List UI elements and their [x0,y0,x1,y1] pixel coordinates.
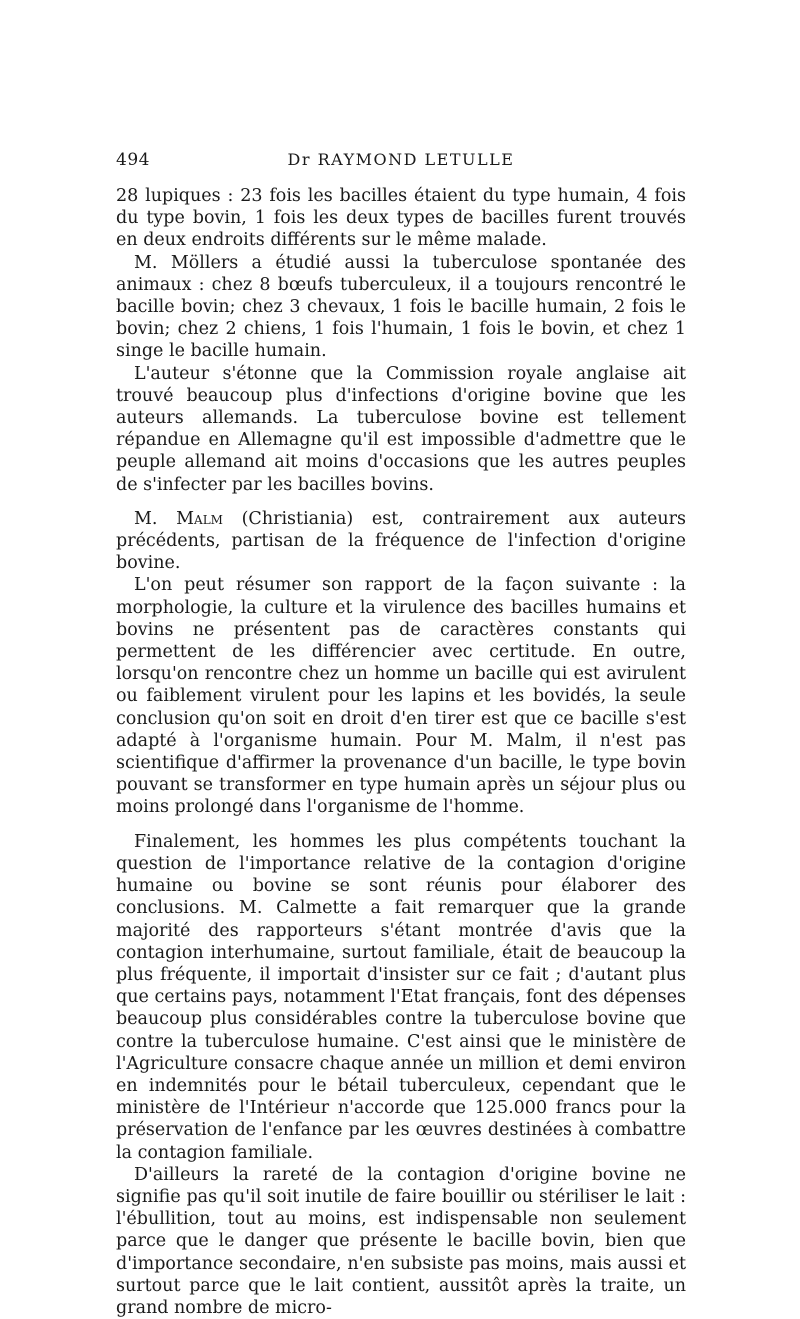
paragraph-malm [116,508,686,575]
paragraph-mollers: M. Möllers a étudié aussi la tuberculose spontanée des animaux : chez 8 bœufs tuberculeux, il a toujours rencontré le bacille bovin; chez 3 chevaux, 1 fois le bacille humain, 2 fois le bovin; chez 2 chiens, 1 fois l'humain, 1 fois le bovin, et chez 1 singe le bacille humain. [116,252,686,362]
paragraph-resume: L'on peut résumer son rapport de la façon suivante : la morphologie, la culture et la virulence des bacilles humains et bovins ne présentent pas de caractères constants qui permettent de les différencier avec certitude. En outre, lorsqu'on rencontre chez un homme un bacille qui est avirulent ou faiblement virulent pour les lapins et les bovidés, la seule conclusion qu'on soit en droit d'en tirer est que ce bacille s'est adapté à l'organisme humain. Pour M. Malm, il n'est pas scientifique d'affirmer la provenance d'un bacille, le type bovin pouvant se transformer en type humain après un séjour plus ou moins prolongé dans l'organisme de l'homme. [116,575,686,818]
paragraph-malm-text: (Christiania) est, contrairement aux auteurs précédents, partisan de la fréquence de l'infection d'origine bovine. [116,508,686,574]
paragraph-lupiques: 28 lupiques : 23 fois les bacilles étaient du type humain, 4 fois du type bovin, 1 fois les deux types de bacilles furent trouvés en deux endroits différents sur le même malade. [116,186,686,251]
body-text [116,185,686,1319]
paragraph-finalement: Finalement, les hommes les plus compétents touchant la question de l'importance relative de la contagion d'origine humaine ou bovine se sont réunis pour élaborer des conclusions. M. Calmette a fait remarquer que la grande majorité des rapporteurs s'étant montrée d'avis que la contagion interhumaine, surtout familiale, était de beaucoup la plus fréquente, il importait d'insister sur ce fait ; d'autant plus que certains pays, notamment l'Etat français, font des dépenses beaucoup plus considérables contre la tuberculose bovine que contre la tuberculose humaine. C'est ainsi que le ministère de l'Agriculture consacre chaque année un million et demi environ en indemnités pour le bétail tuberculeux, cependant que le ministère de l'Intérieur n'accorde que 125.000 francs pour la préservation de l'enfance par les œuvres destinées à combattre la contagion familiale. [116,831,686,1163]
page-number: 494 [116,150,150,170]
running-title: Dr RAYMOND LETULLE [287,150,515,169]
page-header [116,150,686,178]
paragraph-commission: L'auteur s'étonne que la Commission royale anglaise ait trouvé beaucoup plus d'infections d'origine bovine que les auteurs allemands. La tuberculose bovine est tellement répandue en Allemagne qu'il est impossible d'admettre que le peuple allemand ait moins d'occasions que les autres peuples de s'infecter par les bacilles bovins. [116,363,686,495]
paragraph-ailleurs: D'ailleurs la rareté de la contagion d'origine bovine ne signifie pas qu'il soit inutile de faire bouillir ou stériliser le lait : l'ébullition, tout au moins, est indispensable non seulement parce que le danger que présente le bacille bovin, bien que d'importance secondaire, n'en subsiste pas moins, mais aussi et surtout parce que le lait contient, aussitôt après la traite, un grand nombre de micro- [116,1164,686,1318]
author-name-malm: M. Malm [134,508,223,529]
